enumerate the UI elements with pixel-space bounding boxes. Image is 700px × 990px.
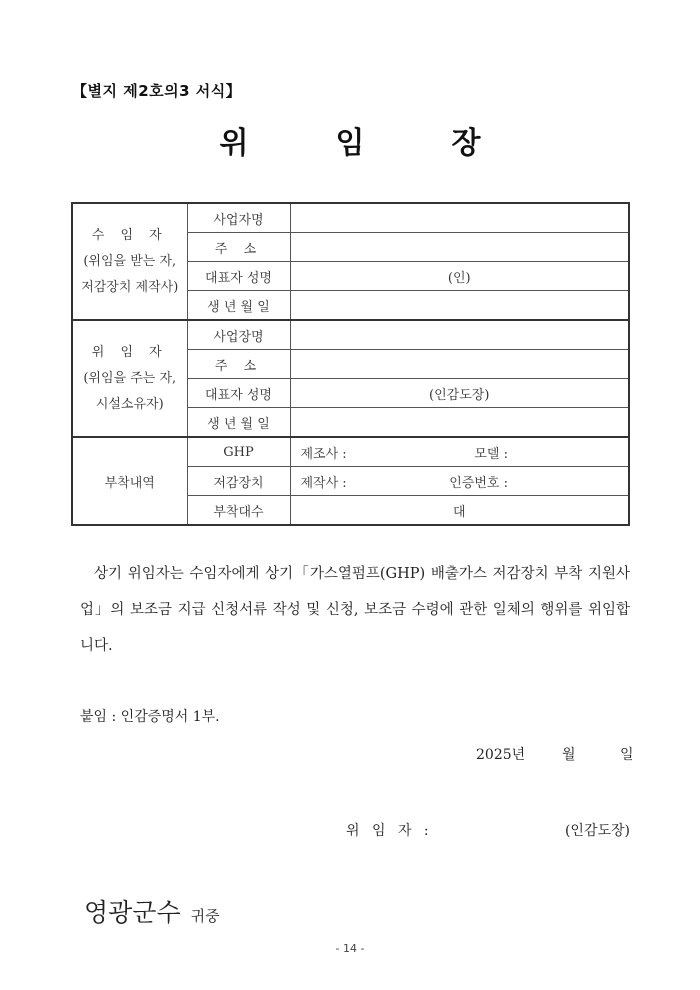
field-value-unit-count[interactable]: 대 (290, 496, 629, 526)
field-label-representative: 대표자 성명 (187, 262, 290, 291)
field-value-address[interactable] (290, 350, 629, 379)
delegator-seal-label: (인감도장) (564, 823, 630, 839)
page-number: - 14 - (335, 942, 365, 955)
field-value-representative[interactable]: (인감도장) (290, 379, 629, 408)
recipient-title: 수 임 자 (91, 227, 168, 243)
attachment-group-header: 부착내역 (72, 437, 187, 525)
title-char: 위 (219, 126, 249, 161)
title-char: 장 (451, 126, 481, 161)
date-month: 월 (562, 747, 576, 763)
delegation-statement-text: 상기 위임자는 수임자에게 상기「가스열펌프(GHP) 배출가스 저감장치 부착 지원사업」의 보조금 지급 신청서류 작성 및 신청, 보조금 수령에 관한 일체의 행위를 위임합니다. (80, 566, 630, 654)
field-label-birthdate: 생 년 월 일 (187, 408, 290, 438)
field-label-representative: 대표자 성명 (187, 379, 290, 408)
attachment-note: 붙임 : 인감증명서 1부. (80, 709, 220, 725)
date-line (476, 744, 634, 764)
field-label-address: 주 소 (187, 233, 290, 262)
field-label-site-name: 사업장명 (187, 320, 290, 350)
field-label-address: 주 소 (187, 350, 290, 379)
delegator-subtitle-2: 시설소유자) (95, 396, 164, 412)
document-title (0, 118, 700, 162)
delegator-signature-line (346, 820, 630, 840)
field-value-business-name[interactable] (290, 203, 629, 233)
field-value-ghp[interactable] (290, 437, 629, 467)
field-value-birthdate[interactable] (290, 291, 629, 321)
field-label-unit-count: 부착대수 (187, 496, 290, 526)
addressee-name: 영광군수 (84, 898, 181, 927)
ghp-manufacturer-label: 제조사 : (300, 446, 347, 462)
field-value-representative[interactable]: (인) (290, 262, 629, 291)
field-value-reduction-device[interactable] (290, 467, 629, 496)
delegator-subtitle-1: (위임을 주는 자, (83, 370, 177, 386)
field-label-business-name: 사업자명 (187, 203, 290, 233)
delegator-sign-label: 위 임 자 : (346, 823, 433, 839)
date-year: 2025년 (476, 747, 526, 763)
field-value-address[interactable] (290, 233, 629, 262)
addressee (84, 893, 220, 929)
delegator-group-header (72, 320, 187, 437)
recipient-subtitle-2: 저감장치 제작사) (81, 279, 179, 295)
field-label-ghp: GHP (187, 437, 290, 467)
delegation-statement (80, 556, 630, 664)
field-label-reduction-device: 저감장치 (187, 467, 290, 496)
delegation-form-table (71, 202, 630, 526)
date-day: 일 (620, 747, 634, 763)
recipient-subtitle-1: (위임을 받는 자, (83, 253, 177, 269)
form-number-label: 【별지 제2호의3 서식】 (72, 82, 242, 100)
device-cert-number-label: 인증번호 : (449, 475, 508, 491)
recipient-group-header (72, 203, 187, 320)
delegator-title: 위 임 자 (91, 344, 168, 360)
title-char: 임 (335, 126, 365, 161)
ghp-model-label: 모델 : (474, 446, 508, 462)
field-value-birthdate[interactable] (290, 408, 629, 438)
addressee-suffix: 귀중 (190, 907, 220, 925)
field-value-site-name[interactable] (290, 320, 629, 350)
field-label-birthdate: 생 년 월 일 (187, 291, 290, 321)
device-maker-label: 제작사 : (300, 475, 347, 491)
